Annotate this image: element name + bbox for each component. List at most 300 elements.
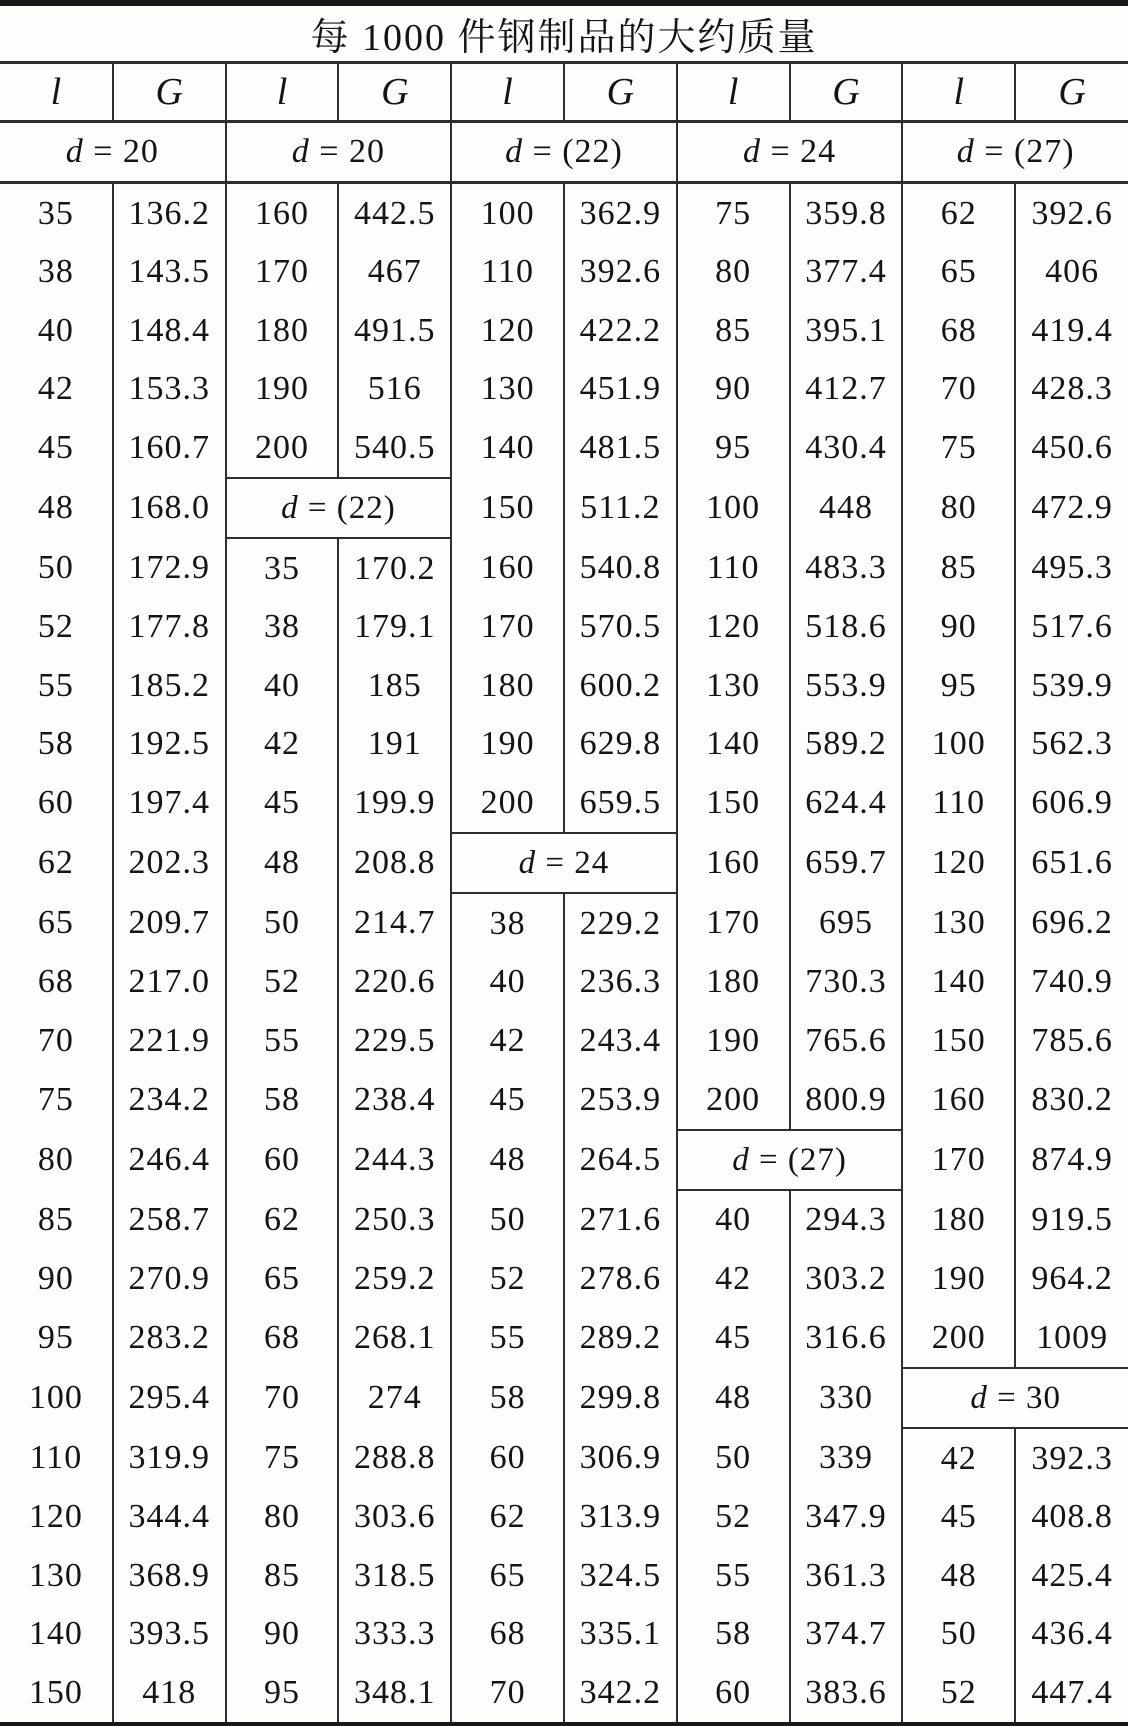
table-row — [0, 1012, 1128, 1070]
cell-g: 259.2 — [338, 1250, 451, 1308]
table-body — [0, 183, 1128, 1723]
cell-g: 495.3 — [1015, 538, 1128, 598]
cell-g: 436.4 — [1015, 1605, 1128, 1663]
col-header-g: G — [1015, 63, 1128, 122]
table-row — [0, 1605, 1128, 1663]
cell-g: 344.4 — [113, 1488, 226, 1546]
cell-l: 45 — [37, 429, 74, 467]
cell-g: 392.6 — [564, 243, 677, 301]
cell-l: 130 — [451, 360, 564, 418]
cell-l: 180 — [226, 302, 339, 360]
cell-l: 65 — [902, 243, 1015, 301]
cell-l: 95 — [677, 418, 790, 478]
cell-l: 85 — [677, 302, 790, 360]
cell-g: 442.5 — [338, 183, 451, 244]
cell-g: 271.6 — [564, 1190, 677, 1250]
column-header-row — [0, 63, 1128, 122]
cell-g: 1009 — [1015, 1308, 1128, 1368]
cell-g: 629.8 — [564, 715, 677, 773]
cell-l: 50 — [37, 549, 74, 587]
cell-g: 209.7 — [113, 893, 226, 953]
cell-l: 150 — [677, 773, 790, 833]
cell-g: 274 — [338, 1368, 451, 1428]
cell-g: 202.3 — [113, 833, 226, 893]
cell-g: 316.6 — [790, 1308, 903, 1368]
cell-l: 80 — [902, 478, 1015, 538]
table-row — [0, 1070, 1128, 1130]
cell-l: 110 — [451, 243, 564, 301]
cell-g: 348.1 — [338, 1663, 451, 1722]
cell-l: 140 — [902, 953, 1015, 1011]
cell-l: 95 — [226, 1663, 339, 1722]
cell-l: 55 — [37, 666, 74, 704]
cell-l: 55 — [451, 1308, 564, 1368]
cell-l: 110 — [902, 773, 1015, 833]
cell-l: 170 — [677, 893, 790, 953]
cell-l: 52 — [37, 608, 74, 646]
cell-l: 120 — [677, 598, 790, 656]
cell-g: 294.3 — [790, 1190, 903, 1250]
cell-g: 412.7 — [790, 360, 903, 418]
cell-l: 38 — [226, 598, 339, 656]
table-row — [0, 1488, 1128, 1546]
cell-g: 246.4 — [113, 1130, 226, 1190]
cell-g: 362.9 — [564, 183, 677, 244]
cell-g: 333.3 — [338, 1605, 451, 1663]
cell-l: 130 — [28, 1556, 83, 1594]
d-header: d = 24 — [677, 122, 903, 183]
col-header-l: l — [677, 63, 790, 122]
cell-l: 95 — [902, 657, 1015, 715]
cell-g: 408.8 — [1015, 1488, 1128, 1546]
cell-g: 319.9 — [113, 1428, 226, 1488]
cell-g: 214.7 — [338, 893, 451, 953]
cell-l: 95 — [37, 1319, 74, 1357]
cell-l: 180 — [677, 953, 790, 1011]
cell-g: 288.8 — [338, 1428, 451, 1488]
cell-g: 430.4 — [790, 418, 903, 478]
table-row — [0, 418, 1128, 478]
cell-g: 192.5 — [113, 715, 226, 773]
cell-g: 422.2 — [564, 302, 677, 360]
cell-g: 185 — [338, 657, 451, 715]
table-row — [0, 598, 1128, 656]
cell-g: 516 — [338, 360, 451, 418]
cell-l: 42 — [677, 1250, 790, 1308]
cell-l: 75 — [902, 418, 1015, 478]
diameter-header-row — [0, 122, 1128, 183]
cell-l: 48 — [451, 1130, 564, 1190]
cell-g: 221.9 — [113, 1012, 226, 1070]
cell-l: 48 — [677, 1368, 790, 1428]
table-row — [0, 243, 1128, 301]
cell-l: 190 — [677, 1012, 790, 1070]
cell-l: 200 — [226, 418, 339, 478]
cell-l: 140 — [677, 715, 790, 773]
cell-l: 62 — [37, 844, 74, 882]
cell-l: 140 — [451, 418, 564, 478]
cell-l: 90 — [226, 1605, 339, 1663]
cell-l: 150 — [451, 478, 564, 538]
cell-g: 428.3 — [1015, 360, 1128, 418]
subheader-d: d = (22) — [226, 478, 452, 538]
cell-g: 253.9 — [564, 1070, 677, 1130]
cell-l: 110 — [29, 1439, 83, 1477]
cell-l: 70 — [226, 1368, 339, 1428]
cell-l: 58 — [451, 1368, 564, 1428]
table-row — [0, 833, 1128, 893]
cell-g: 359.8 — [790, 183, 903, 244]
cell-g: 589.2 — [790, 715, 903, 773]
cell-g: 392.6 — [1015, 183, 1128, 244]
cell-l: 170 — [451, 598, 564, 656]
cell-l: 190 — [902, 1250, 1015, 1308]
cell-l: 48 — [226, 833, 339, 893]
cell-g: 518.6 — [790, 598, 903, 656]
d-header: d = 20 — [226, 122, 452, 183]
table-row — [0, 953, 1128, 1011]
cell-l: 38 — [37, 253, 74, 291]
cell-l: 38 — [451, 893, 564, 953]
cell-l: 90 — [902, 598, 1015, 656]
cell-g: 419.4 — [1015, 302, 1128, 360]
cell-g: 295.4 — [113, 1368, 226, 1428]
cell-l: 200 — [451, 773, 564, 833]
col-header-l: l — [226, 63, 339, 122]
cell-l: 68 — [226, 1308, 339, 1368]
cell-l: 140 — [28, 1615, 83, 1653]
cell-g: 177.8 — [113, 598, 226, 656]
cell-g: 830.2 — [1015, 1070, 1128, 1130]
cell-g: 425.4 — [1015, 1547, 1128, 1605]
cell-g: 624.4 — [790, 773, 903, 833]
cell-g: 651.6 — [1015, 833, 1128, 893]
cell-g: 765.6 — [790, 1012, 903, 1070]
cell-l: 85 — [902, 538, 1015, 598]
cell-g: 229.5 — [338, 1012, 451, 1070]
cell-l: 100 — [902, 715, 1015, 773]
cell-l: 85 — [37, 1200, 74, 1238]
cell-l: 48 — [902, 1547, 1015, 1605]
cell-g: 170.2 — [338, 538, 451, 598]
subheader-d: d = (27) — [677, 1130, 903, 1190]
cell-l: 42 — [902, 1428, 1015, 1488]
cell-l: 170 — [226, 243, 339, 301]
cell-g: 347.9 — [790, 1488, 903, 1546]
cell-l: 42 — [37, 370, 74, 408]
table-row — [0, 478, 1128, 538]
cell-g: 393.5 — [113, 1605, 226, 1663]
cell-g: 696.2 — [1015, 893, 1128, 953]
cell-g: 511.2 — [564, 478, 677, 538]
cell-g: 283.2 — [113, 1308, 226, 1368]
cell-l: 58 — [677, 1605, 790, 1663]
cell-g: 289.2 — [564, 1308, 677, 1368]
cell-g: 172.9 — [113, 538, 226, 598]
cell-g: 168.0 — [113, 478, 226, 538]
cell-g: 540.5 — [338, 418, 451, 478]
cell-g: 406 — [1015, 243, 1128, 301]
cell-g: 244.3 — [338, 1130, 451, 1190]
table-row — [0, 1190, 1128, 1250]
table-row — [0, 1250, 1128, 1308]
cell-l: 52 — [226, 953, 339, 1011]
cell-g: 199.9 — [338, 773, 451, 833]
cell-l: 190 — [451, 715, 564, 773]
col-header-l: l — [0, 63, 113, 122]
title-row — [0, 6, 1128, 63]
cell-g: 481.5 — [564, 418, 677, 478]
cell-l: 55 — [677, 1547, 790, 1605]
subheader-d: d = 30 — [902, 1368, 1128, 1428]
cell-g: 659.5 — [564, 773, 677, 833]
cell-l: 62 — [902, 183, 1015, 244]
cell-g: 313.9 — [564, 1488, 677, 1546]
cell-l: 100 — [451, 183, 564, 244]
cell-g: 299.8 — [564, 1368, 677, 1428]
cell-l: 48 — [37, 489, 74, 527]
cell-g: 540.8 — [564, 538, 677, 598]
cell-l: 42 — [451, 1012, 564, 1070]
cell-g: 392.3 — [1015, 1428, 1128, 1488]
table-row — [0, 1663, 1128, 1722]
table-row — [0, 1428, 1128, 1488]
cell-l: 75 — [677, 183, 790, 244]
col-header-l: l — [902, 63, 1015, 122]
cell-g: 143.5 — [113, 243, 226, 301]
cell-l: 80 — [677, 243, 790, 301]
cell-l: 100 — [677, 478, 790, 538]
steel-mass-table — [0, 6, 1128, 1722]
table-row — [0, 302, 1128, 360]
table-row — [0, 773, 1128, 833]
cell-l: 35 — [37, 194, 74, 232]
cell-g: 339 — [790, 1428, 903, 1488]
cell-l: 45 — [451, 1070, 564, 1130]
cell-g: 234.2 — [113, 1070, 226, 1130]
table-row — [0, 1308, 1128, 1368]
cell-l: 150 — [902, 1012, 1015, 1070]
col-header-g: G — [338, 63, 451, 122]
cell-g: 191 — [338, 715, 451, 773]
cell-l: 58 — [37, 725, 74, 763]
cell-g: 148.4 — [113, 302, 226, 360]
cell-l: 75 — [226, 1428, 339, 1488]
cell-l: 80 — [226, 1488, 339, 1546]
cell-l: 90 — [677, 360, 790, 418]
cell-l: 130 — [677, 657, 790, 715]
cell-g: 278.6 — [564, 1250, 677, 1308]
cell-l: 160 — [677, 833, 790, 893]
cell-g: 236.3 — [564, 953, 677, 1011]
cell-g: 136.2 — [113, 183, 226, 244]
cell-g: 785.6 — [1015, 1012, 1128, 1070]
cell-g: 185.2 — [113, 657, 226, 715]
cell-l: 68 — [37, 963, 74, 1001]
cell-l: 62 — [451, 1488, 564, 1546]
cell-g: 303.6 — [338, 1488, 451, 1546]
cell-g: 450.6 — [1015, 418, 1128, 478]
table-row — [0, 183, 1128, 244]
cell-g: 383.6 — [790, 1663, 903, 1722]
cell-l: 45 — [902, 1488, 1015, 1546]
cell-l: 180 — [902, 1190, 1015, 1250]
cell-l: 68 — [902, 302, 1015, 360]
cell-l: 160 — [451, 538, 564, 598]
cell-l: 200 — [902, 1308, 1015, 1368]
cell-g: 374.7 — [790, 1605, 903, 1663]
cell-g: 342.2 — [564, 1663, 677, 1722]
cell-g: 606.9 — [1015, 773, 1128, 833]
cell-g: 361.3 — [790, 1547, 903, 1605]
cell-g: 220.6 — [338, 953, 451, 1011]
cell-g: 695 — [790, 893, 903, 953]
cell-l: 100 — [28, 1379, 83, 1417]
cell-l: 120 — [28, 1498, 83, 1536]
d-header: d = (22) — [451, 122, 677, 183]
table-row — [0, 538, 1128, 598]
cell-l: 60 — [451, 1428, 564, 1488]
cell-l: 40 — [37, 311, 74, 349]
cell-g: 306.9 — [564, 1428, 677, 1488]
cell-g: 517.6 — [1015, 598, 1128, 656]
cell-g: 600.2 — [564, 657, 677, 715]
cell-l: 85 — [226, 1547, 339, 1605]
cell-l: 65 — [451, 1547, 564, 1605]
cell-g: 217.0 — [113, 953, 226, 1011]
cell-g: 740.9 — [1015, 953, 1128, 1011]
cell-l: 50 — [226, 893, 339, 953]
cell-l: 62 — [226, 1190, 339, 1250]
cell-g: 562.3 — [1015, 715, 1128, 773]
cell-l: 52 — [902, 1663, 1015, 1722]
cell-g: 553.9 — [790, 657, 903, 715]
cell-l: 52 — [451, 1250, 564, 1308]
cell-g: 395.1 — [790, 302, 903, 360]
cell-l: 160 — [902, 1070, 1015, 1130]
cell-l: 150 — [28, 1673, 83, 1711]
table-row — [0, 893, 1128, 953]
cell-l: 40 — [451, 953, 564, 1011]
cell-g: 919.5 — [1015, 1190, 1128, 1250]
cell-g: 330 — [790, 1368, 903, 1428]
cell-l: 40 — [677, 1190, 790, 1250]
cell-g: 335.1 — [564, 1605, 677, 1663]
cell-l: 160 — [226, 183, 339, 244]
cell-g: 472.9 — [1015, 478, 1128, 538]
cell-g: 264.5 — [564, 1130, 677, 1190]
cell-l: 80 — [37, 1141, 74, 1178]
cell-l: 65 — [226, 1250, 339, 1308]
cell-g: 451.9 — [564, 360, 677, 418]
col-header-g: G — [113, 63, 226, 122]
cell-l: 50 — [902, 1605, 1015, 1663]
cell-g: 270.9 — [113, 1250, 226, 1308]
d-header: d = 20 — [0, 122, 226, 183]
cell-g: 258.7 — [113, 1190, 226, 1250]
cell-l: 50 — [451, 1190, 564, 1250]
cell-g: 730.3 — [790, 953, 903, 1011]
cell-l: 75 — [37, 1081, 74, 1119]
table-row — [0, 657, 1128, 715]
cell-g: 483.3 — [790, 538, 903, 598]
cell-l: 65 — [37, 904, 74, 942]
cell-l: 40 — [226, 657, 339, 715]
cell-l: 55 — [226, 1012, 339, 1070]
cell-g: 318.5 — [338, 1547, 451, 1605]
col-header-l: l — [451, 63, 564, 122]
cell-g: 964.2 — [1015, 1250, 1128, 1308]
cell-l: 120 — [902, 833, 1015, 893]
cell-g: 250.3 — [338, 1190, 451, 1250]
cell-g: 539.9 — [1015, 657, 1128, 715]
cell-g: 377.4 — [790, 243, 903, 301]
cell-g: 208.8 — [338, 833, 451, 893]
col-header-g: G — [564, 63, 677, 122]
cell-g: 268.1 — [338, 1308, 451, 1368]
col-header-g: G — [790, 63, 903, 122]
cell-g: 874.9 — [1015, 1130, 1128, 1190]
cell-l: 70 — [37, 1021, 74, 1059]
cell-g: 418 — [113, 1663, 226, 1722]
table-row — [0, 360, 1128, 418]
cell-l: 50 — [677, 1428, 790, 1488]
table-row — [0, 715, 1128, 773]
cell-l: 35 — [226, 538, 339, 598]
cell-l: 58 — [226, 1070, 339, 1130]
table-row — [0, 1368, 1128, 1428]
cell-g: 238.4 — [338, 1070, 451, 1130]
subheader-d: d = 24 — [451, 833, 677, 893]
cell-g: 179.1 — [338, 598, 451, 656]
cell-g: 467 — [338, 243, 451, 301]
cell-l: 70 — [902, 360, 1015, 418]
d-header: d = (27) — [902, 122, 1128, 183]
cell-l: 200 — [677, 1070, 790, 1130]
cell-g: 324.5 — [564, 1547, 677, 1605]
cell-g: 160.7 — [113, 418, 226, 478]
cell-g: 229.2 — [564, 893, 677, 953]
cell-l: 190 — [226, 360, 339, 418]
cell-g: 368.9 — [113, 1547, 226, 1605]
cell-g: 197.4 — [113, 773, 226, 833]
cell-l: 42 — [226, 715, 339, 773]
cell-l: 52 — [677, 1488, 790, 1546]
table-title: 每 1000 件钢制品的大约质量 — [0, 6, 1128, 63]
cell-g: 570.5 — [564, 598, 677, 656]
cell-g: 800.9 — [790, 1070, 903, 1130]
cell-l: 60 — [226, 1130, 339, 1190]
cell-l: 120 — [451, 302, 564, 360]
cell-l: 130 — [902, 893, 1015, 953]
cell-l: 170 — [902, 1130, 1015, 1190]
cell-l: 90 — [37, 1260, 74, 1298]
cell-l: 110 — [677, 538, 790, 598]
cell-l: 180 — [451, 657, 564, 715]
cell-g: 153.3 — [113, 360, 226, 418]
table-row — [0, 1547, 1128, 1605]
cell-l: 60 — [677, 1663, 790, 1722]
cell-g: 243.4 — [564, 1012, 677, 1070]
table-row — [0, 1130, 1128, 1190]
cell-g: 659.7 — [790, 833, 903, 893]
cell-g: 447.4 — [1015, 1663, 1128, 1722]
cell-l: 68 — [451, 1605, 564, 1663]
cell-l: 45 — [226, 773, 339, 833]
cell-l: 70 — [451, 1663, 564, 1722]
cell-l: 45 — [677, 1308, 790, 1368]
cell-g: 303.2 — [790, 1250, 903, 1308]
